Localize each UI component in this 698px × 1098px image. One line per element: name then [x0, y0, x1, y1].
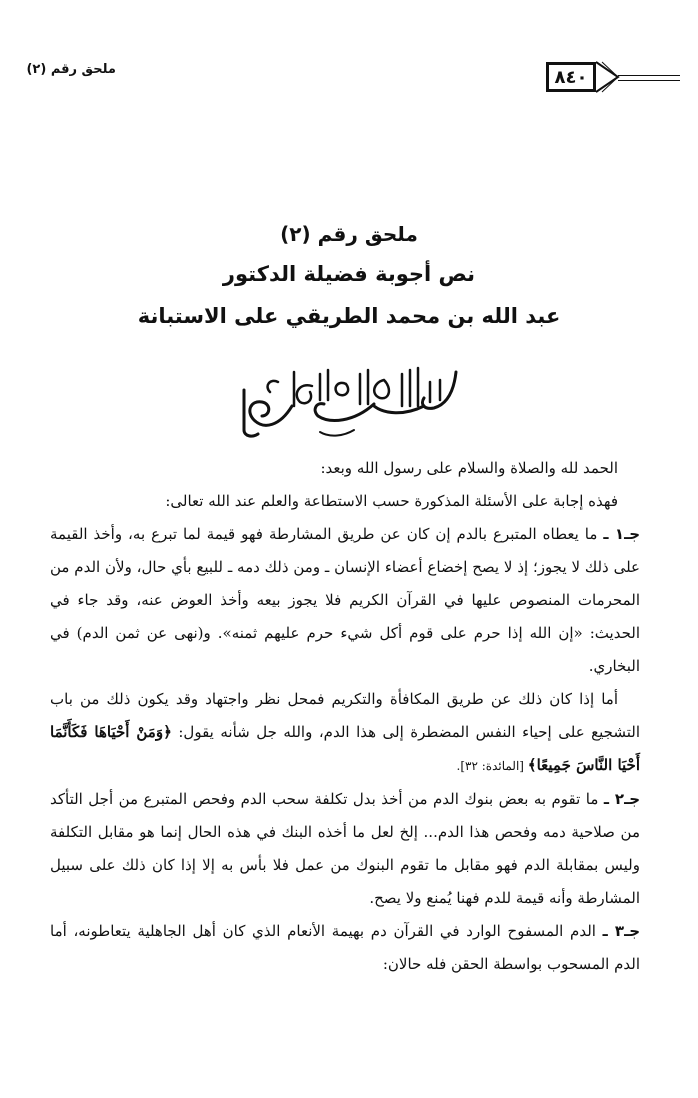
header-rule-bottom: [618, 80, 680, 81]
answer-1-label: جـ١ ـ: [603, 525, 640, 543]
paragraph-reward: [50, 683, 640, 783]
verse-reference: [المائدة: ٣٢].: [456, 759, 528, 773]
basmala-calligraphy: [234, 360, 464, 442]
running-header-title: ملحق رقم (٢): [26, 62, 116, 77]
quran-verse: ﴿وَمَنْ أَحْيَاهَا فَكَأَنَّمَا أَحْيَا النَّاسَ جَمِيعًا﴾: [50, 723, 640, 774]
header-rule-top: [618, 75, 680, 76]
body-text: [50, 452, 640, 981]
intro-paragraph: فهذه إجابة على الأسئلة المذكورة حسب الاستطاعة والعلم عند الله تعالى:: [165, 492, 618, 510]
opening-paragraph: الحمد لله والصلاة والسلام على رسول الله وبعد:: [320, 459, 618, 477]
answer-2: [50, 783, 640, 915]
appendix-title: ملحق رقم (٢): [280, 222, 418, 246]
answer-1-text: ما يعطاه المتبرع بالدم إن كان عن طريق المشارطة فهو قيمة لما تبرع به، وأخذ القيمة على ذلك لا يجوز؛ إذ لا يصح إخضاع أعضاء الإنسان ـ ومن ذلك دمه ـ للبيع بأي حال، ولأن الدم من المحرمات المنصوص عليها في القرآن الكريم فلا يجوز بيعه وأخذ العوض عنه، وقد جاء في الحديث: «إن الله إذا حرم على قوم أكل شيء حرم عليهم ثمنه». و(نهى عن ثمن الدم) في البخاري.: [50, 525, 640, 675]
answer-2-text: ما تقوم به بعض بنوك الدم من أخذ بدل تكلفة سحب الدم وفحص المتبرع من أجل التأكد من صلاحية دمه وفحص هذا الدم... إلخ لعل ما أخذه البنك في هذه الحال إنما هو مقابل التكلفة وليس بمقابلة الدم فهو مقابل ما تقوم البنوك من عمل فلا بأس به إلا إذا كان ذلك على سبيل المشارطة وأنه قيمة للدم فهنا يُمنع ولا يصح.: [50, 790, 640, 907]
page-number-ornament-icon: [594, 60, 620, 94]
document-subheading: عبد الله بن محمد الطريقي على الاستبانة: [137, 304, 561, 328]
paragraph-reward-text: أما إذا كان ذلك عن طريق المكافأة والتكريم فمحل نظر واجتهاد وقد يكون ذلك من باب التشجيع على إحياء النفس المضطرة إلى هذا الدم، والله جل شأنه يقول:: [50, 690, 640, 741]
document-heading: نص أجوبة فضيلة الدكتور: [222, 262, 476, 286]
answer-1: [50, 518, 640, 683]
answer-2-label: جـ٢ ـ: [603, 790, 640, 808]
page-number: ٨٤٠: [546, 62, 596, 92]
answer-3-text: الدم المسفوح الوارد في القرآن دم بهيمة الأنعام الذي كان أهل الجاهلية يتعاطونه، أما الدم المسحوب بواسطة الحقن فله حالان:: [50, 922, 640, 973]
answer-3: [50, 915, 640, 981]
answer-3-label: جـ٣ ـ: [602, 922, 640, 940]
